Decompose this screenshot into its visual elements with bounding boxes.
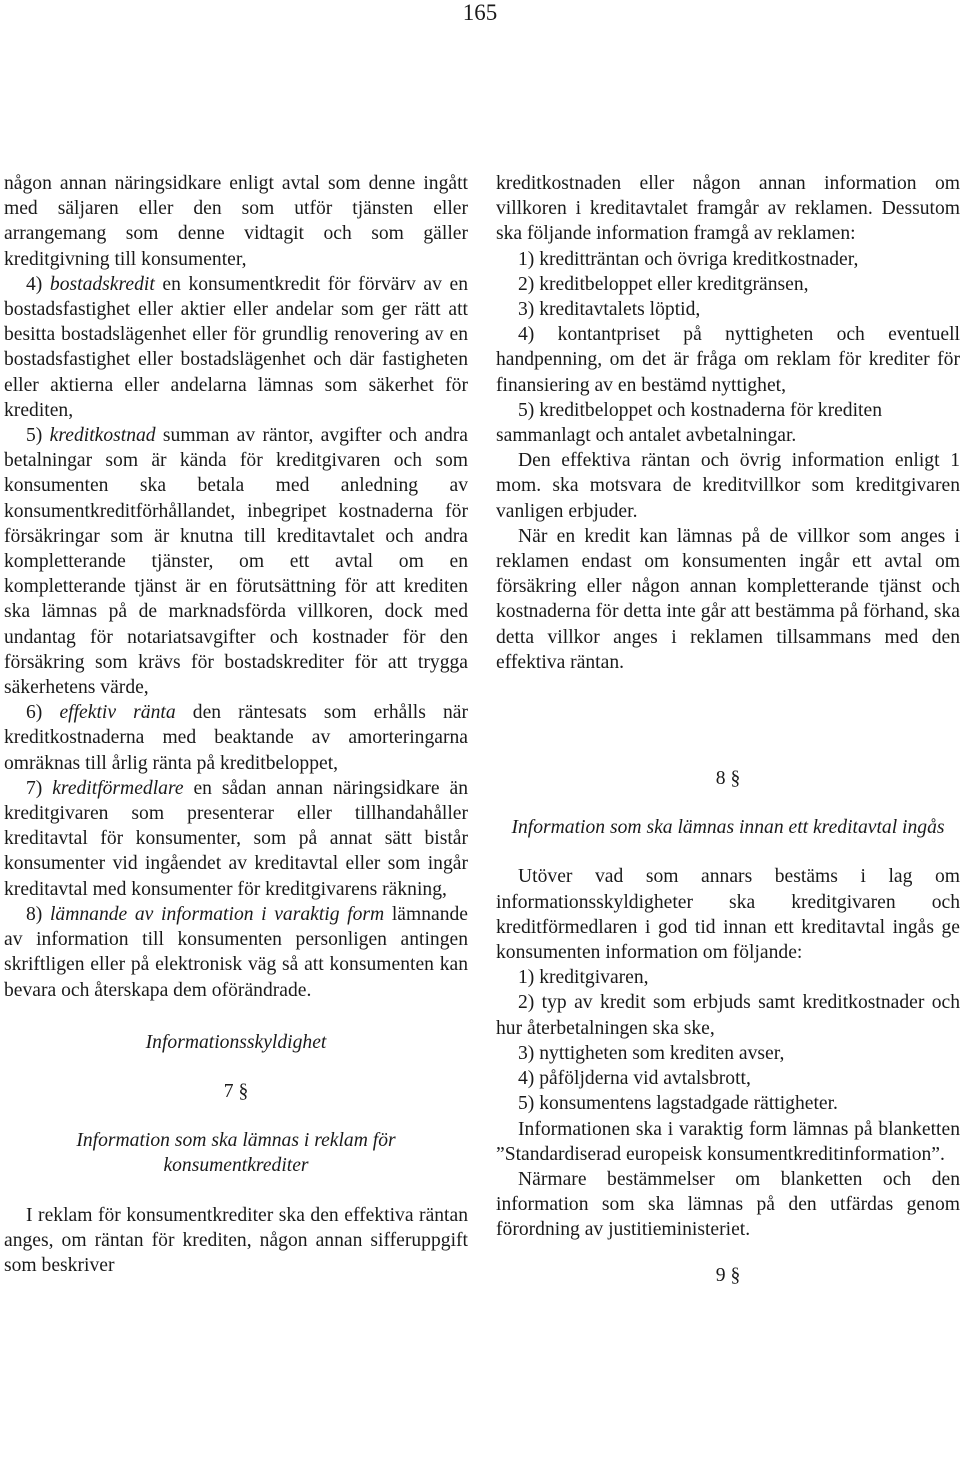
list-item: 3) nyttigheten som krediten avser,	[518, 1042, 785, 1064]
right-column	[496, 171, 960, 1288]
list-item: 5) konsumentens lagstadgade rättigheter.	[518, 1093, 838, 1115]
item-number: 8)	[26, 903, 43, 925]
list-item: 4) påföljderna vid avtalsbrott,	[518, 1068, 751, 1090]
list-item: 2) typ av kredit som erbjuds samt kreditkostnader och hur återbetalningen ska ske,	[496, 992, 960, 1039]
chapter-heading: Informationsskyldighet	[145, 1031, 327, 1053]
list-item: 4) kontantpriset på nyttigheten och eventuell handpenning, om det är fråga om reklam för krediter för finansiering av en bestämd nyttighet,	[496, 324, 960, 396]
definition-text: en konsumentkredit för förvärv av en bostadsfastighet eller aktier eller andelar som ger rätt att besitta bostadslägenhet eller för grundlig renovering av en bostadsfastighet eller bostadslägenhet och där fastigheten eller aktierna eller andelarna lämnas som säkerhet för krediten,	[4, 273, 468, 421]
spacer	[496, 840, 960, 864]
section-heading	[4, 1079, 468, 1104]
definition-text: en sådan annan näringsidkare än kreditgivaren som presenterar eller tillhandahåller kreditavtal för konsumenter, som på annat sätt bistår konsumenter vid ingåendet av kreditavtal eller som ingår kreditavtal med konsumenter för kreditgivarens räkning,	[4, 777, 468, 900]
paragraph: Den effektiva räntan och övrig information enligt 1 mom. ska motsvara de kreditvillkor som kreditgivaren vanligen erbjuder.	[496, 450, 960, 522]
definition-5	[4, 423, 468, 700]
item-number: 6)	[26, 702, 43, 724]
spacer	[4, 1055, 468, 1079]
section-number: 7	[223, 1080, 234, 1102]
section-number: 8	[715, 768, 726, 790]
list-item: 5) kreditbeloppet och kostnaderna för krediten sammanlagt och antalet avbetalningar.	[496, 399, 882, 447]
spacer	[4, 1104, 468, 1128]
defined-term: effektiv ränta	[59, 702, 176, 724]
defined-term: kreditkostnad	[49, 425, 156, 447]
paragraph: Utöver vad som annars bestäms i lag om informationsskyldigheter ska kreditgivaren och kreditförmedlaren i god tid innan ett kreditavtal ingås ge konsumenten information om följande:	[496, 866, 960, 964]
definition-4	[4, 272, 468, 423]
defined-term: bostadskredit	[49, 273, 155, 295]
paragraph: I reklam för konsumentkrediter ska den effektiva räntan anges, om räntan för krediten, någon annan sifferuppgift som beskriver	[4, 1204, 468, 1276]
list-item: 3) kreditavtalets löptid,	[518, 299, 701, 321]
section-sign-icon: §	[238, 1080, 249, 1102]
page-number: 165	[462, 0, 498, 25]
item-number: 5)	[26, 425, 43, 447]
definition-6	[4, 700, 468, 776]
section-sign-icon: §	[730, 1264, 741, 1286]
list-item: 1) kreditträntan och övriga kreditkostnader,	[518, 248, 859, 270]
spacer	[496, 791, 960, 815]
section-sign-icon: §	[730, 768, 741, 790]
spacer	[496, 1243, 960, 1263]
definition-7	[4, 776, 468, 902]
spacer	[4, 1179, 468, 1203]
definition-text: den räntesats som erhålls när kreditkostnaderna med beaktande av amorteringarna omräknas till årlig ränta på kreditbeloppet,	[4, 702, 469, 774]
paragraph: Informationen ska i varaktig form lämnas på blanketten ”Standardiserad europeisk konsumentkreditinformation”.	[496, 1118, 960, 1165]
definition-text: lämnande av information till konsumenten personligen antingen skriftligen eller på elektronisk väg så att konsumenten kan bevara och återskapa dem oförändrade.	[4, 903, 468, 1001]
section-title: Information som ska lämnas innan ett kreditavtal ingås	[511, 817, 945, 839]
item-number: 7)	[26, 777, 43, 799]
paragraph: När en kredit kan lämnas på de villkor som anges i reklamen endast om konsumenten ingår ett avtal om försäkring eller någon annan kompletterande tjänst och kostnaderna för detta inte går att bestämma på förhand, ska detta villkor anges i reklamen tillsammans med den effektiva räntan.	[496, 525, 960, 673]
section-heading	[496, 766, 960, 791]
defined-term: kreditförmedlare	[52, 777, 184, 799]
paragraph: kreditkostnaden eller någon annan information om villkoren i kreditavtalet framgår av reklamen. Dessutom ska följande information framgå av reklamen:	[496, 173, 960, 245]
left-column	[4, 171, 468, 1278]
section-number: 9	[715, 1264, 726, 1286]
section-title: Information som ska lämnas i reklam för konsumentkrediter	[76, 1130, 396, 1177]
definition-text: summan av räntor, avgifter och andra betalningar som är kända för kreditgivaren och som konsumenten ska betala med anledning av konsumentkreditförhållandet, inbegripet kostnaderna för försäkringar som är knutna till kreditavtalet och andra kompletterande tjänster, om ett avtal om en kompletterande tjänst är en förutsättning för att krediten ska lämnas på de marknadsförda villkoren, dock med undantag för notariatsavgifter och kostnader för den försäkring som krävs för bostadskrediter för att trygga säkerhetens värde,	[4, 425, 469, 699]
spacer	[496, 675, 960, 766]
item-number: 4)	[26, 273, 43, 295]
spacer	[4, 1003, 468, 1030]
definition-8	[4, 902, 468, 1003]
paragraph: Närmare bestämmelser om blanketten och den information som ska lämnas på den utfärdas genom förordning av justitieministeriet.	[496, 1168, 960, 1241]
paragraph: någon annan näringsidkare enligt avtal som denne ingått med säljaren eller den som utför tjänsten eller arrangemang som denne vidtagit och som gäller kreditgivning till konsumenter,	[4, 173, 468, 270]
defined-term: lämnande av information i varaktig form	[49, 903, 385, 925]
section-heading	[496, 1263, 960, 1288]
list-item: 1) kreditgivaren,	[518, 967, 649, 989]
list-item: 2) kreditbeloppet eller kreditgränsen,	[518, 273, 809, 295]
